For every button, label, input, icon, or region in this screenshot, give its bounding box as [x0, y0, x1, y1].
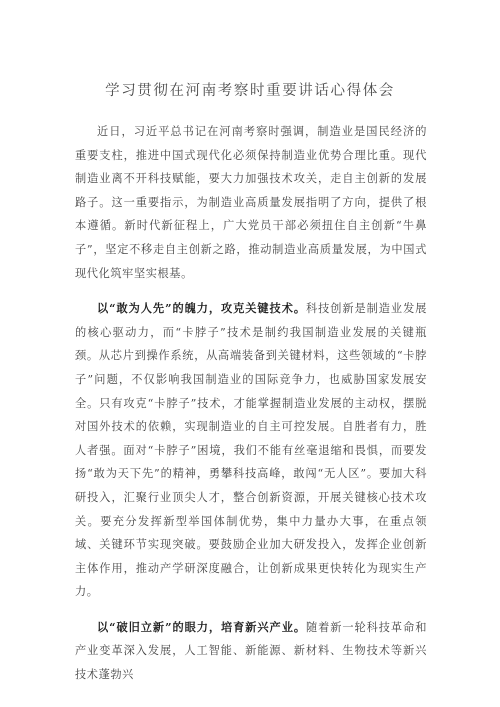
paragraph-text: 科技创新是制造业发展的核心驱动力，而“卡脖子”技术是制约我国制造业发展的关键瓶颈。从芯片到操作系统，从高端装备到关键材料，这些领域的“卡脖子”问题，不仅影响我国制造业的国际竞争力，也威胁国家发展安全。只有攻克“卡脖子”技术，才能掌握制造业发展的主动权，摆脱对国外技术的依赖，实现制造业的自主可控发展。自胜者有力，胜人者强。面对“卡脖子”困境，我们不能有丝毫退缩和畏惧，而要发扬“敢为天下先”的精神，勇攀科技高峰，敢闯“无人区”。要加大科研投入，汇聚行业顶尖人才，整合创新资源，开展关键核心技术攻关。要充分发挥新型举国体制优势，集中力量办大事，在重点领域、关键环节实现突破。要鼓励企业加大研发投入，发挥企业创新主体作用，推动产学研深度融合，让创新成果更快转化为现实生产力。	[75, 302, 427, 599]
paragraph-text: 近日，习近平总书记在河南考察时强调，制造业是国民经济的重要支柱，推进中国式现代化必须保持制造业优势合理比重。现代制造业离不开科技赋能，要大力加强技术攻关，走自主创新的发展路子。这一重要指示，为制造业高质量发展指明了方向，提供了根本遵循。新时代新征程上，广大党员干部必须扭住自主创新“牛鼻子”，坚定不移走自主创新之路，推动制造业高质量发展，为中国式现代化筑牢坚实根基。	[75, 125, 427, 280]
paragraph-key-technology	[75, 297, 427, 604]
document-title: 学习贯彻在河南考察时重要讲话心得体会	[105, 83, 395, 99]
paragraph-emerging-industry	[75, 616, 427, 687]
paragraph-lead: 以“敢为人先”的魄力，攻克关键技术。	[97, 301, 306, 316]
paragraph-intro	[75, 120, 427, 285]
paragraph-text: 随着新一轮科技革命和产业变革深入发展，人工智能、新能源、新材料、生物技术等新兴技术蓬勃兴	[75, 620, 427, 682]
paragraph-lead: 以“破旧立新”的眼力，培育新兴产业。	[97, 619, 306, 634]
document-body	[75, 120, 427, 699]
